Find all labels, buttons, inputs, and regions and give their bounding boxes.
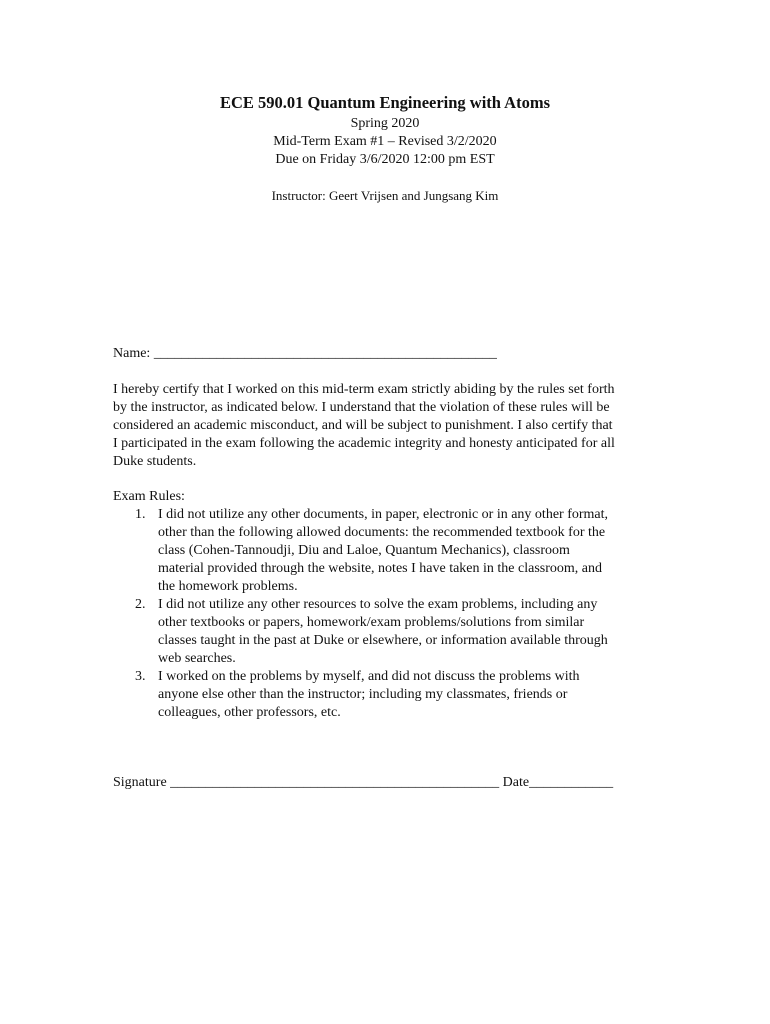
rule-number: 1. bbox=[135, 507, 146, 522]
certification-line: Duke students. bbox=[113, 454, 197, 469]
rule-text bbox=[158, 596, 668, 668]
rule-line: material provided through the website, notes I have taken in the classroom, and bbox=[158, 561, 602, 576]
rule-line: web searches. bbox=[158, 651, 236, 666]
certification-line: I hereby certify that I worked on this mid-term exam strictly abiding by the rules set forth bbox=[113, 382, 615, 397]
signature-date-row bbox=[113, 774, 613, 792]
certification-line: considered an academic misconduct, and will be subject to punishment. I also certify that bbox=[113, 418, 613, 433]
rule-line: class (Cohen-Tannoudji, Diu and Laloe, Quantum Mechanics), classroom bbox=[158, 543, 570, 558]
name-field[interactable] bbox=[113, 345, 497, 363]
rule-line: I did not utilize any other documents, in paper, electronic or in any other format, bbox=[158, 507, 609, 522]
rule-text bbox=[158, 506, 668, 596]
rule-number: 3. bbox=[135, 669, 146, 684]
rule-text bbox=[158, 668, 668, 722]
rule-line: anyone else other than the instructor; including my classmates, friends or bbox=[158, 687, 568, 702]
date-blank[interactable]: ____________ bbox=[529, 775, 614, 790]
instructor-label: Instructor: Geert Vrijsen and Jungsang Kim bbox=[271, 188, 499, 203]
name-blank[interactable]: _________________________________________________ bbox=[153, 346, 497, 361]
document-title: ECE 590.01 Quantum Engineering with Atoms bbox=[219, 93, 551, 112]
rule-line: other than the following allowed documents: the recommended textbook for the bbox=[158, 525, 606, 540]
rule-line: the homework problems. bbox=[158, 579, 298, 594]
due-date-label: Due on Friday 3/6/2020 12:00 pm EST bbox=[275, 152, 495, 167]
rule-line: classes taught in the past at Duke or elsewhere, or information available through bbox=[158, 633, 608, 648]
certification-line: by the instructor, as indicated below. I understand that the violation of these rules will be bbox=[113, 400, 610, 415]
certification-paragraph bbox=[113, 381, 673, 471]
certification-line: I participated in the exam following the academic integrity and honesty anticipated for all bbox=[113, 436, 615, 451]
date-label: Date bbox=[499, 775, 530, 790]
rule-number: 2. bbox=[135, 597, 146, 612]
signature-label: Signature bbox=[113, 775, 171, 790]
exam-rules-heading: Exam Rules: bbox=[113, 489, 185, 504]
name-label: Name: bbox=[113, 346, 154, 361]
rule-line: colleagues, other professors, etc. bbox=[158, 705, 341, 720]
semester-label: Spring 2020 bbox=[350, 116, 420, 131]
rule-line: I did not utilize any other resources to solve the exam problems, including any bbox=[158, 597, 598, 612]
rule-line: I worked on the problems by myself, and did not discuss the problems with bbox=[158, 669, 580, 684]
rule-line: other textbooks or papers, homework/exam problems/solutions from similar bbox=[158, 615, 585, 630]
exam-revision-label: Mid-Term Exam #1 – Revised 3/2/2020 bbox=[273, 134, 497, 149]
signature-blank[interactable]: _______________________________________________ bbox=[170, 775, 500, 790]
